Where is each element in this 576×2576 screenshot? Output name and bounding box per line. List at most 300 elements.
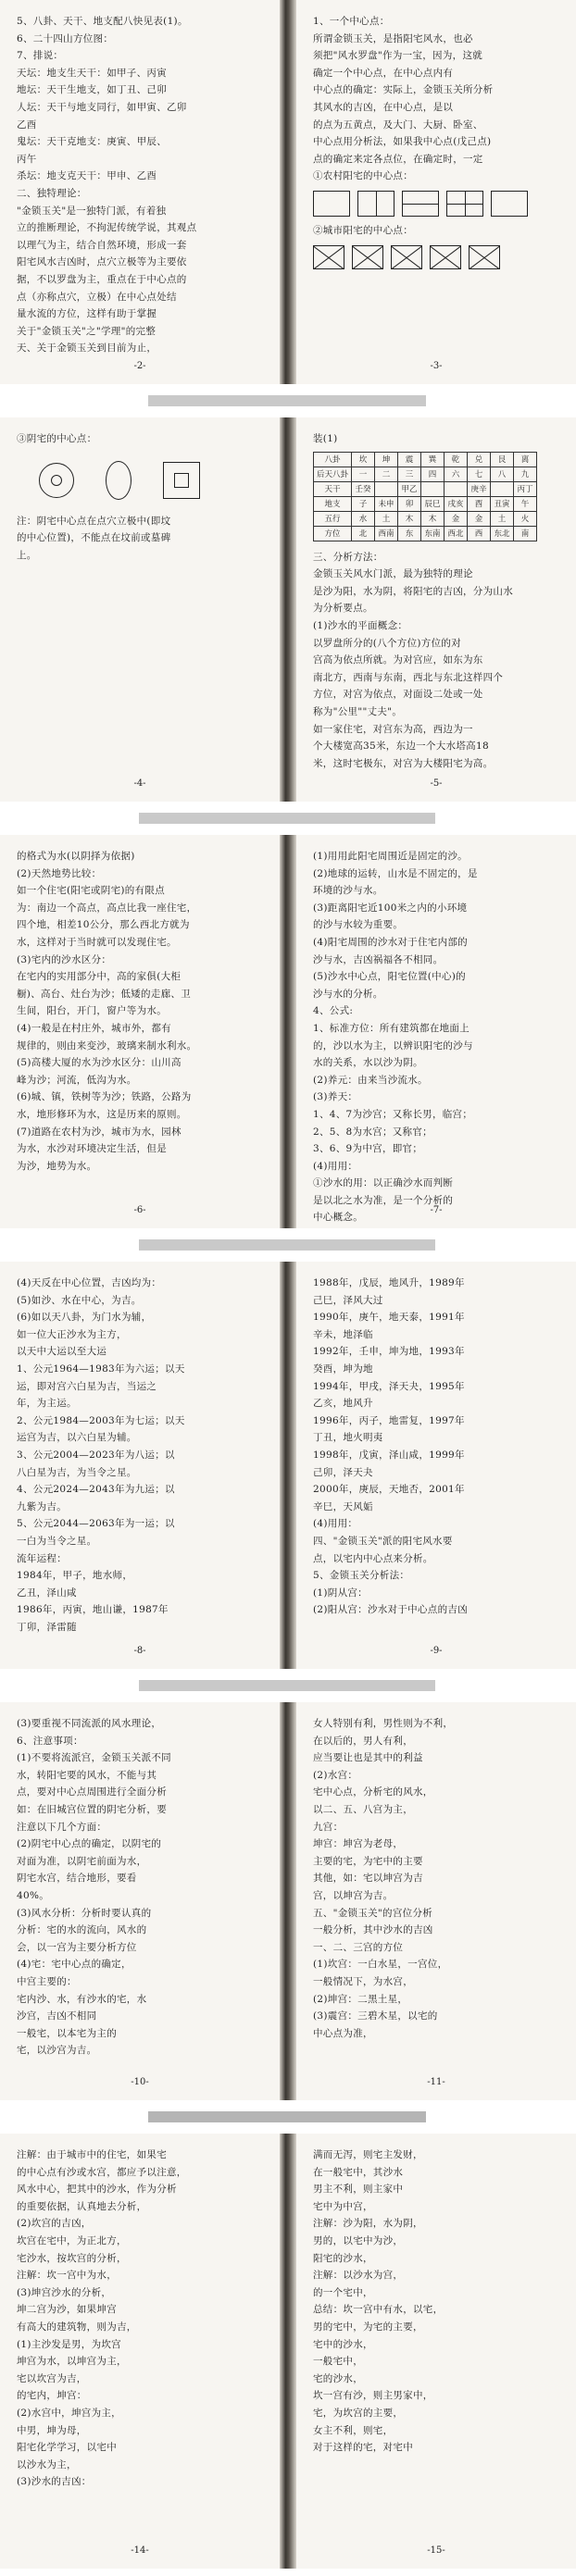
text-line: 己卯，泽天夬 [313,1466,373,1478]
separator-band [0,802,576,835]
text-line: (2)坎宫的吉凶， [17,2218,92,2230]
text-line: 对于这样的宅，对宅中 [313,2442,413,2454]
text-line: 峰为沙；河流，低沟为水。 [17,1074,137,1086]
text-line: (3)风水分析：分析时要认真的 [17,1907,152,1919]
table-row [314,496,537,511]
table-cell: 坤 [375,452,398,467]
text-line: 7、排说： [17,50,64,62]
table-cell: 八 [491,467,514,481]
text-line: 宅内沙、水，有沙水的宅，水 [17,1993,147,2005]
page-right [296,1262,576,1669]
text-line: 注意以下几个方面： [17,1821,107,1833]
page-left [0,2134,280,2569]
spread-1 [0,0,576,384]
table-cell: 丙丁 [514,481,537,496]
text-line: 宅的沙水， [313,2372,363,2384]
text-line: 6、二十四山方位图： [17,32,114,44]
city-house-diagram [313,245,561,269]
text-line: 是沙为阳，水为阴，将阳宅的吉凶，分为山水 [313,585,513,597]
table-cell: 酉 [468,496,491,511]
building-plan-shape [352,245,383,269]
text-line: 八白星为吉，为当令之星。 [17,1466,137,1478]
text-line: 宅中为中宫， [313,2200,373,2212]
table-cell [491,481,514,496]
oval-tomb-shape [106,461,131,500]
text-line: 5、金锁玉关分析法： [313,1570,410,1582]
table-cell: 午 [514,496,537,511]
text-line: 1998年，戊寅，泽山咸，1999年 [313,1449,465,1461]
text-line: 有高大的建筑物，则为吉， [17,2321,137,2333]
text-line: (2)阳从宫：沙水对于中心点的吉凶 [313,1604,468,1616]
building-plan-shape [469,245,500,269]
trigram-table [313,452,537,541]
text-line: 男的宅中，为宅的主要， [313,2321,423,2333]
center-point-shape [174,473,189,488]
text-line: 其风水的吉凶，在中心点，是以 [313,101,454,113]
text-line: (3)养天： [313,1091,358,1103]
text-line: 点，要对中心点周围进行全面分析 [17,1786,167,1798]
text-line: 宅以坎宫为吉， [17,2372,87,2384]
table-cell: 巽 [421,452,445,467]
text-line: (2)养元：由来当沙流水。 [313,1074,428,1086]
table-cell: 木 [398,511,421,526]
text-line: 1、4、7为沙宫；又称长男，临宫； [313,1108,473,1120]
text-line: 方位，对宫为依点，对面设二处或一处 [313,689,483,701]
page-number: -15- [427,2545,445,2556]
text-line: 九紫为吉。 [17,1500,67,1512]
text-line: 女人特别有利，男性则为不利， [313,1718,454,1729]
page-number: -6- [133,1205,146,1215]
text-line: 为：南边一个高点，高点比我一座住宅， [17,902,197,914]
table-cell [445,481,468,496]
text-line: 中心点为准， [313,2027,373,2039]
text-line: (2)坤宫：二黑土星， [313,1993,408,2005]
text-line: 癸酉，坤为地 [313,1363,373,1375]
text-line: ①农村阳宅的中心点： [313,170,413,182]
table-row [314,467,537,481]
table-cell: 丑寅 [491,496,514,511]
text-line: 5、公元2044—2063年为一运；以 [17,1518,175,1530]
table-cell: 壬癸 [352,481,375,496]
text-line: 的，沙以水为主，以辨识阳宅的沙与 [313,1039,473,1052]
table-cell: 西北 [445,526,468,541]
text-line: 点的确定来定各点位，在确定时，一定 [313,153,483,165]
text-line: 宅，为坎宫的主要， [313,2407,404,2419]
text-line: 橱)、高台、灶台为沙；低矮的走廊、卫 [17,988,191,1000]
text-line: 1992年，壬申，坤为地，1993年 [313,1346,465,1358]
text-line: 是以北之水为准，是一个分析的 [313,1194,454,1206]
page-number: -14- [131,2545,149,2556]
text-line: 生间，阳台，开门，窗户等为水。 [17,1005,167,1017]
house-plan-shape [402,191,439,217]
text-line: (2)天然地势比较： [17,867,102,879]
text-line: 的格式为水(以阴择为依据) [17,851,135,862]
table-cell: 坎 [352,452,375,467]
text-line: (4)用用： [313,1518,358,1530]
text-line: 乙酉 [17,118,37,131]
text-line: 一般分析，其中沙水的吉凶 [313,1924,433,1936]
text-line: 风水中心，把其中的沙水，作为分析 [17,2184,177,2196]
page-right [296,0,576,384]
separator-band [0,384,576,417]
text-line: 为水，水沙对环境决定生活，但是 [17,1143,167,1155]
text-line: 沙与水，吉凶祸福各不相同。 [313,953,444,965]
text-line: 宅中的沙水， [313,2338,373,2350]
text-line: (3)沙水的吉凶： [17,2476,92,2488]
text-line: "金锁玉关"是一独特门派，有着独 [17,205,167,217]
table-cell [375,481,398,496]
text-line: (1)不要将流派宫，金锁玉关派不同 [17,1752,171,1764]
text-line: ①沙水的用：以正确沙水而判断 [313,1177,454,1189]
text-line: 天、关于金锁玉关到目前为止， [17,342,157,355]
table-cell: 东南 [421,526,445,541]
text-line: (4)阳宅周围的沙水对于住宅内部的 [313,936,468,948]
table-caption: 装(1) [313,433,338,444]
text-line: 5、八卦、天干、地支配八快见表(1)。 [17,16,188,27]
circle-tomb-shape [39,463,74,498]
tomb-center-diagram [39,461,265,500]
spread-5 [0,1702,576,2100]
text-line: 为分析要点。 [313,603,373,615]
table-cell: 水 [352,511,375,526]
table-cell: 六 [445,467,468,481]
text-line: (3)距离阳宅近100米之内的小环境 [313,902,468,914]
text-line: 鬼坛：天干克地支：庚寅、甲辰、 [17,136,167,148]
redacted-bar [148,395,426,406]
text-line: 在宅内的实用部分中，高的家俱(大柜 [17,971,182,983]
page-number: -9- [430,1646,443,1656]
text-line: 中宫主要的： [17,1975,77,1987]
spread-2 [0,417,576,802]
house-plan-shape [491,191,528,217]
text-line: ③阴宅的中心点： [17,433,97,444]
text-line: 1996年，丙子，地雷复，1997年 [313,1414,465,1426]
table-cell: 艮 [491,452,514,467]
page-number: -2- [133,361,146,371]
text-line: (2)阴宅中心点的确定，以阴宅的 [17,1838,162,1850]
text-line: 应当要让也是其中的利益 [313,1752,423,1764]
text-line: 以理气为主，结合自然环境，形成一套 [17,239,187,251]
separator-band [0,1669,576,1702]
text-line: 规律的，则由来变沙，玻璃来制水利水。 [17,1039,197,1052]
text-line: 如：在旧城宫位置的阴宅分析，要 [17,1803,167,1815]
page-left [0,417,280,802]
text-line: 中心点用分析法，如果我中心点(戊己点) [313,136,492,148]
text-line: 人坛：天干与地支同行，如甲寅、乙卯 [17,101,187,113]
text-line: 以罗盘所分的(八个方位)方位的对 [313,637,461,649]
table-cell: 西 [468,526,491,541]
text-line: (6)如以天八卦，为门水为辅， [17,1312,152,1324]
text-line: 2、5、8为水宫；又称官； [313,1126,432,1138]
text-line: (1)沙水的平面概念： [313,619,408,631]
table-cell: 西南 [375,526,398,541]
redacted-bar [139,813,435,824]
text-line: 确定一个中心点，在中心点内有 [313,67,454,79]
text-line: 40%。 [17,1889,50,1901]
text-line: 乙丑，泽山咸 [17,1587,77,1599]
table-row [314,452,537,467]
text-line: 1994年，甲戌，泽天夬，1995年 [313,1380,465,1392]
text-line: 沙与水的分析。 [313,988,383,1000]
building-plan-shape [391,245,422,269]
page-number: -5- [430,778,443,789]
text-line: 水，地形修环为水，这是历来的原则。 [17,1108,187,1120]
book-gutter [280,1262,296,1669]
table-cell: 三 [398,467,421,481]
text-line: (2)水宫： [313,1769,358,1781]
book-gutter [280,0,296,384]
text-line: 4、公式: [313,1005,354,1017]
page-right [296,2134,576,2569]
text-line: 3、公元2004—2023年为八运；以 [17,1449,175,1461]
text-line: 上。 [17,549,37,561]
table-cell: 未申 [375,496,398,511]
text-line: 3、6、9为中宫，即官； [313,1143,423,1155]
table-cell: 地支 [314,496,352,511]
text-line: 的沙与水较为重要。 [313,919,404,931]
text-line: 丙午 [17,153,37,165]
page-number: -4- [133,778,146,789]
text-line: 分析：宅的水的流向，风水的 [17,1924,147,1936]
text-line: 年，为主运。 [17,1398,77,1410]
table-cell: 五行 [314,511,352,526]
text-line: 2、公元1984—2003年为七运；以天 [17,1414,185,1426]
table-cell: 兑 [468,452,491,467]
text-line: 注解：以沙水为宫， [313,2270,404,2282]
text-line: 杀坛：地支克天干：甲申、乙酉 [17,170,157,182]
text-line: (1)用用此阳宅周围近是固定的沙。 [313,851,468,862]
rural-house-diagram [313,191,561,217]
page-number: -11- [427,2077,445,2087]
center-point-shape [51,475,62,486]
table-cell: 庚辛 [468,481,491,496]
text-line: 流年运程： [17,1552,67,1564]
table-cell: 东 [398,526,421,541]
text-line: 阳宅化学学习，以宅中 [17,2442,117,2454]
text-line: 宅沙水，按坎宫的分析， [17,2252,127,2264]
text-line: 满而无泻，则宅主发财， [313,2149,423,2160]
text-line: 6、注意事项： [17,1735,83,1747]
text-line: 宫高为依点所就。为对宫应，如东为东 [313,654,483,666]
text-line: 以二、五、八宫为主， [313,1803,413,1815]
text-line: 一般宅中， [313,2356,363,2368]
text-line: 如一个住宅(阳宅或阴宅)的有限点 [17,885,165,897]
text-line: 的中心点有沙或水宫，都应予以注意， [17,2166,187,2178]
text-line: 宅，以沙宫为吉。 [17,2045,97,2057]
text-line: 地坛：天干生地支，如丁丑、己卯 [17,84,167,96]
text-line: (3)震宫：三碧木星，以宅的 [313,2010,438,2022]
redacted-bar [148,2111,426,2122]
table-cell: 辰巳 [421,496,445,511]
text-line: (5)如沙、水在中心，为吉。 [17,1294,142,1306]
table-cell: 八卦 [314,452,352,467]
text-line: 九宫： [313,1821,344,1833]
book-gutter [280,2134,296,2569]
text-line: 其他，如：宅以坤宫为吉 [313,1873,423,1885]
text-line: 四、"金锁玉关"派的阳宅风水要 [313,1535,453,1547]
table-cell: 子 [352,496,375,511]
text-line: 总结：坎一宫中有水，以宅， [313,2304,444,2316]
text-line: 坎宫在宅中，为正北方， [17,2234,127,2246]
text-line: (2)水宫中，坤宫为主， [17,2407,121,2419]
text-line: 须把"风水罗盘"作为一宝，因为，这就 [313,50,483,62]
spread-4 [0,1262,576,1669]
page-right [296,1702,576,2100]
text-line: 称为"公里""丈夫"。 [313,705,403,717]
table-row [314,481,537,496]
page-left [0,0,280,384]
text-line: 一白为当令之星。 [17,1535,97,1547]
table-cell: 离 [514,452,537,467]
text-line: (3)坤宫沙水的分析， [17,2286,112,2298]
text-line: 运，即对宫六白星为吉，当运之 [17,1380,157,1392]
text-line: 立的推断理论，不拘泥传统学说，其观点 [17,222,197,234]
text-line: 男的，以宅中为沙， [313,2234,404,2246]
text-line: (1)阴从宫： [313,1587,368,1599]
text-line: 二、独特理论： [17,187,87,199]
page-number: -7- [430,1205,443,1215]
table-cell: 乾 [445,452,468,467]
text-line: 环境的沙与水。 [313,885,383,897]
text-line: 注解：由于城市中的住宅，如果宅 [17,2149,167,2160]
text-line: 的重要依据，认真地去分析， [17,2200,147,2212]
text-line: 的一个宅中， [313,2286,373,2298]
house-plan-shape [313,191,350,217]
text-line: 辛巳，天风姤 [313,1500,373,1512]
table-cell: 天干 [314,481,352,496]
redacted-bar [139,1680,435,1691]
table-cell: 南 [514,526,537,541]
page-number: -10- [131,2077,149,2087]
text-line: 1、一个中心点： [313,16,390,27]
text-line: 会，以一宫为主要分析方位 [17,1941,137,1953]
text-line: 一般情况下，为水宫， [313,1975,413,1987]
separator-band [0,2100,576,2134]
text-line: 对面为准，以阴宅前面为水， [17,1855,147,1867]
text-line: (4)宅：宅中心点的确定， [17,1959,131,1971]
table-cell: 四 [421,467,445,481]
text-line: (4)一般是在村庄外，城市外，都有 [17,1022,171,1034]
text-line: 宅中心点，分析宅的风水， [313,1786,433,1798]
text-line: 1、公元1964—1983年为六运；以天 [17,1363,185,1375]
text-line: 1990年，庚午，地天泰，1991年 [313,1312,465,1324]
table-cell: 后天八卦 [314,467,352,481]
text-line: (5)沙水中心点，阳宅位置(中心)的 [313,971,466,983]
text-line: 1986年，丙寅，地山谦，1987年 [17,1604,169,1616]
text-line: 金锁玉关风水门派，最为独特的理论 [313,568,473,580]
text-line: 的宅内，坤宫： [17,2390,87,2402]
text-line: 阳宅的沙水， [313,2252,373,2264]
text-line: 阴宅水宫，结合地形，要看 [17,1873,137,1885]
text-line: 米，这时宅极东，对宫为大楼阳宅为高。 [313,757,494,769]
spread-3 [0,835,576,1228]
text-line: 一般宅，以本宅为主的 [17,2027,117,2039]
spread-6 [0,2134,576,2569]
text-line: 如一位大正沙水为主方， [17,1328,127,1340]
table-cell [421,481,445,496]
text-line: 1988年，戊辰，地风升，1989年 [313,1277,465,1288]
text-line: 坎一宫有沙，则主男家中， [313,2390,433,2402]
table-cell: 二 [375,467,398,481]
table-cell: 震 [398,452,421,467]
text-line: 沙宫，吉凶不相同 [17,2010,97,2022]
text-line: 2000年，庚辰，天地否，2001年 [313,1484,465,1496]
text-line: 男主不利，则主家中 [313,2184,404,2196]
text-line: (1)主沙发是男，为坎宫 [17,2338,121,2350]
house-plan-shape [446,191,483,217]
table-cell: 七 [468,467,491,481]
text-line: 以沙水为主， [17,2458,77,2470]
text-line: 己巳，泽风大过 [313,1294,383,1306]
text-line: 南北方，西南与东南，西北与东北这样四个 [313,671,504,683]
book-gutter [280,417,296,802]
text-line: 以天中大运以至大运 [17,1346,107,1358]
table-cell: 火 [514,511,537,526]
text-line: (3)宅内的沙水区分： [17,953,112,965]
text-line: 丁丑，地火明夷 [313,1432,383,1444]
page-right [296,417,576,802]
text-line: 四个地，相差10公分，那么西北方就为 [17,919,190,931]
text-line: 中心点的确定：实际上，金锁玉关所分析 [313,84,494,96]
text-line: 1984年，甲子，地水师， [17,1570,133,1582]
table-cell: 九 [514,467,537,481]
table-cell: 土 [491,511,514,526]
text-line: 水，这样对于当时就可以发现住宅。 [17,936,177,948]
text-line: 乙亥，地风升 [313,1398,373,1410]
text-line: 坤二宫为沙，如果坤宫 [17,2304,117,2316]
text-line: 关于"金锁玉关"之"学理"的完整 [17,325,157,337]
text-line: 注解：坎一宫中为水， [17,2270,117,2282]
text-line: (7)道路在农村为沙，城市为水，园林 [17,1126,182,1138]
text-line: 坤宫：坤宫为老母， [313,1838,404,1850]
table-cell: 金 [468,511,491,526]
separator-band [0,1228,576,1262]
table-row [314,511,537,526]
table-cell: 卯 [398,496,421,511]
building-plan-shape [313,245,344,269]
text-line: 阳宅风水吉凶时，点穴立极等为主要依 [17,256,187,268]
table-cell: 方位 [314,526,352,541]
text-line: 丁卯，泽雷随 [17,1621,77,1633]
text-line: 的点为五黄点，及大门、大厨、卧室、 [313,118,483,131]
text-line: ②城市阳宅的中心点： [313,224,413,236]
redacted-bar [139,1239,435,1251]
text-line: 运宫为吉，以六白星为辅。 [17,1432,137,1444]
building-plan-shape [430,245,461,269]
text-line: 个大楼宽高35米，东边一个大水塔高18 [313,740,489,753]
table-cell: 北 [352,526,375,541]
text-line: 宫，以坤宫为吉。 [313,1889,394,1901]
text-line: (3)要重视不同流派的风水理论， [17,1718,162,1729]
text-line: 点，以宅内中心点来分析。 [313,1552,433,1564]
text-line: 坤宫为水，以坤宫为主， [17,2356,127,2368]
table-row [314,526,537,541]
text-line: 所谓金锁玉关，是指阳宅风水，也必 [313,32,473,44]
text-line: 一、二、三宫的方位 [313,1941,404,1953]
table-cell: 金 [445,511,468,526]
page-number: -8- [133,1646,146,1656]
text-line: (4)用用： [313,1160,358,1172]
text-line: 1、标准方位：所有建筑都在地面上 [313,1022,470,1034]
text-line: 水，转阳宅要的风水，不能与其 [17,1769,157,1781]
text-line: (5)高楼大厦的水为沙水区分：山川高 [17,1057,182,1069]
table-cell: 一 [352,467,375,481]
text-line: 辛未，地泽临 [313,1328,373,1340]
house-plan-shape [357,191,394,217]
book-gutter [280,835,296,1228]
text-line: 为沙，地势为水。 [17,1160,97,1172]
text-line: 的中心位置)，不能点在坟前或墓碑 [17,532,171,544]
